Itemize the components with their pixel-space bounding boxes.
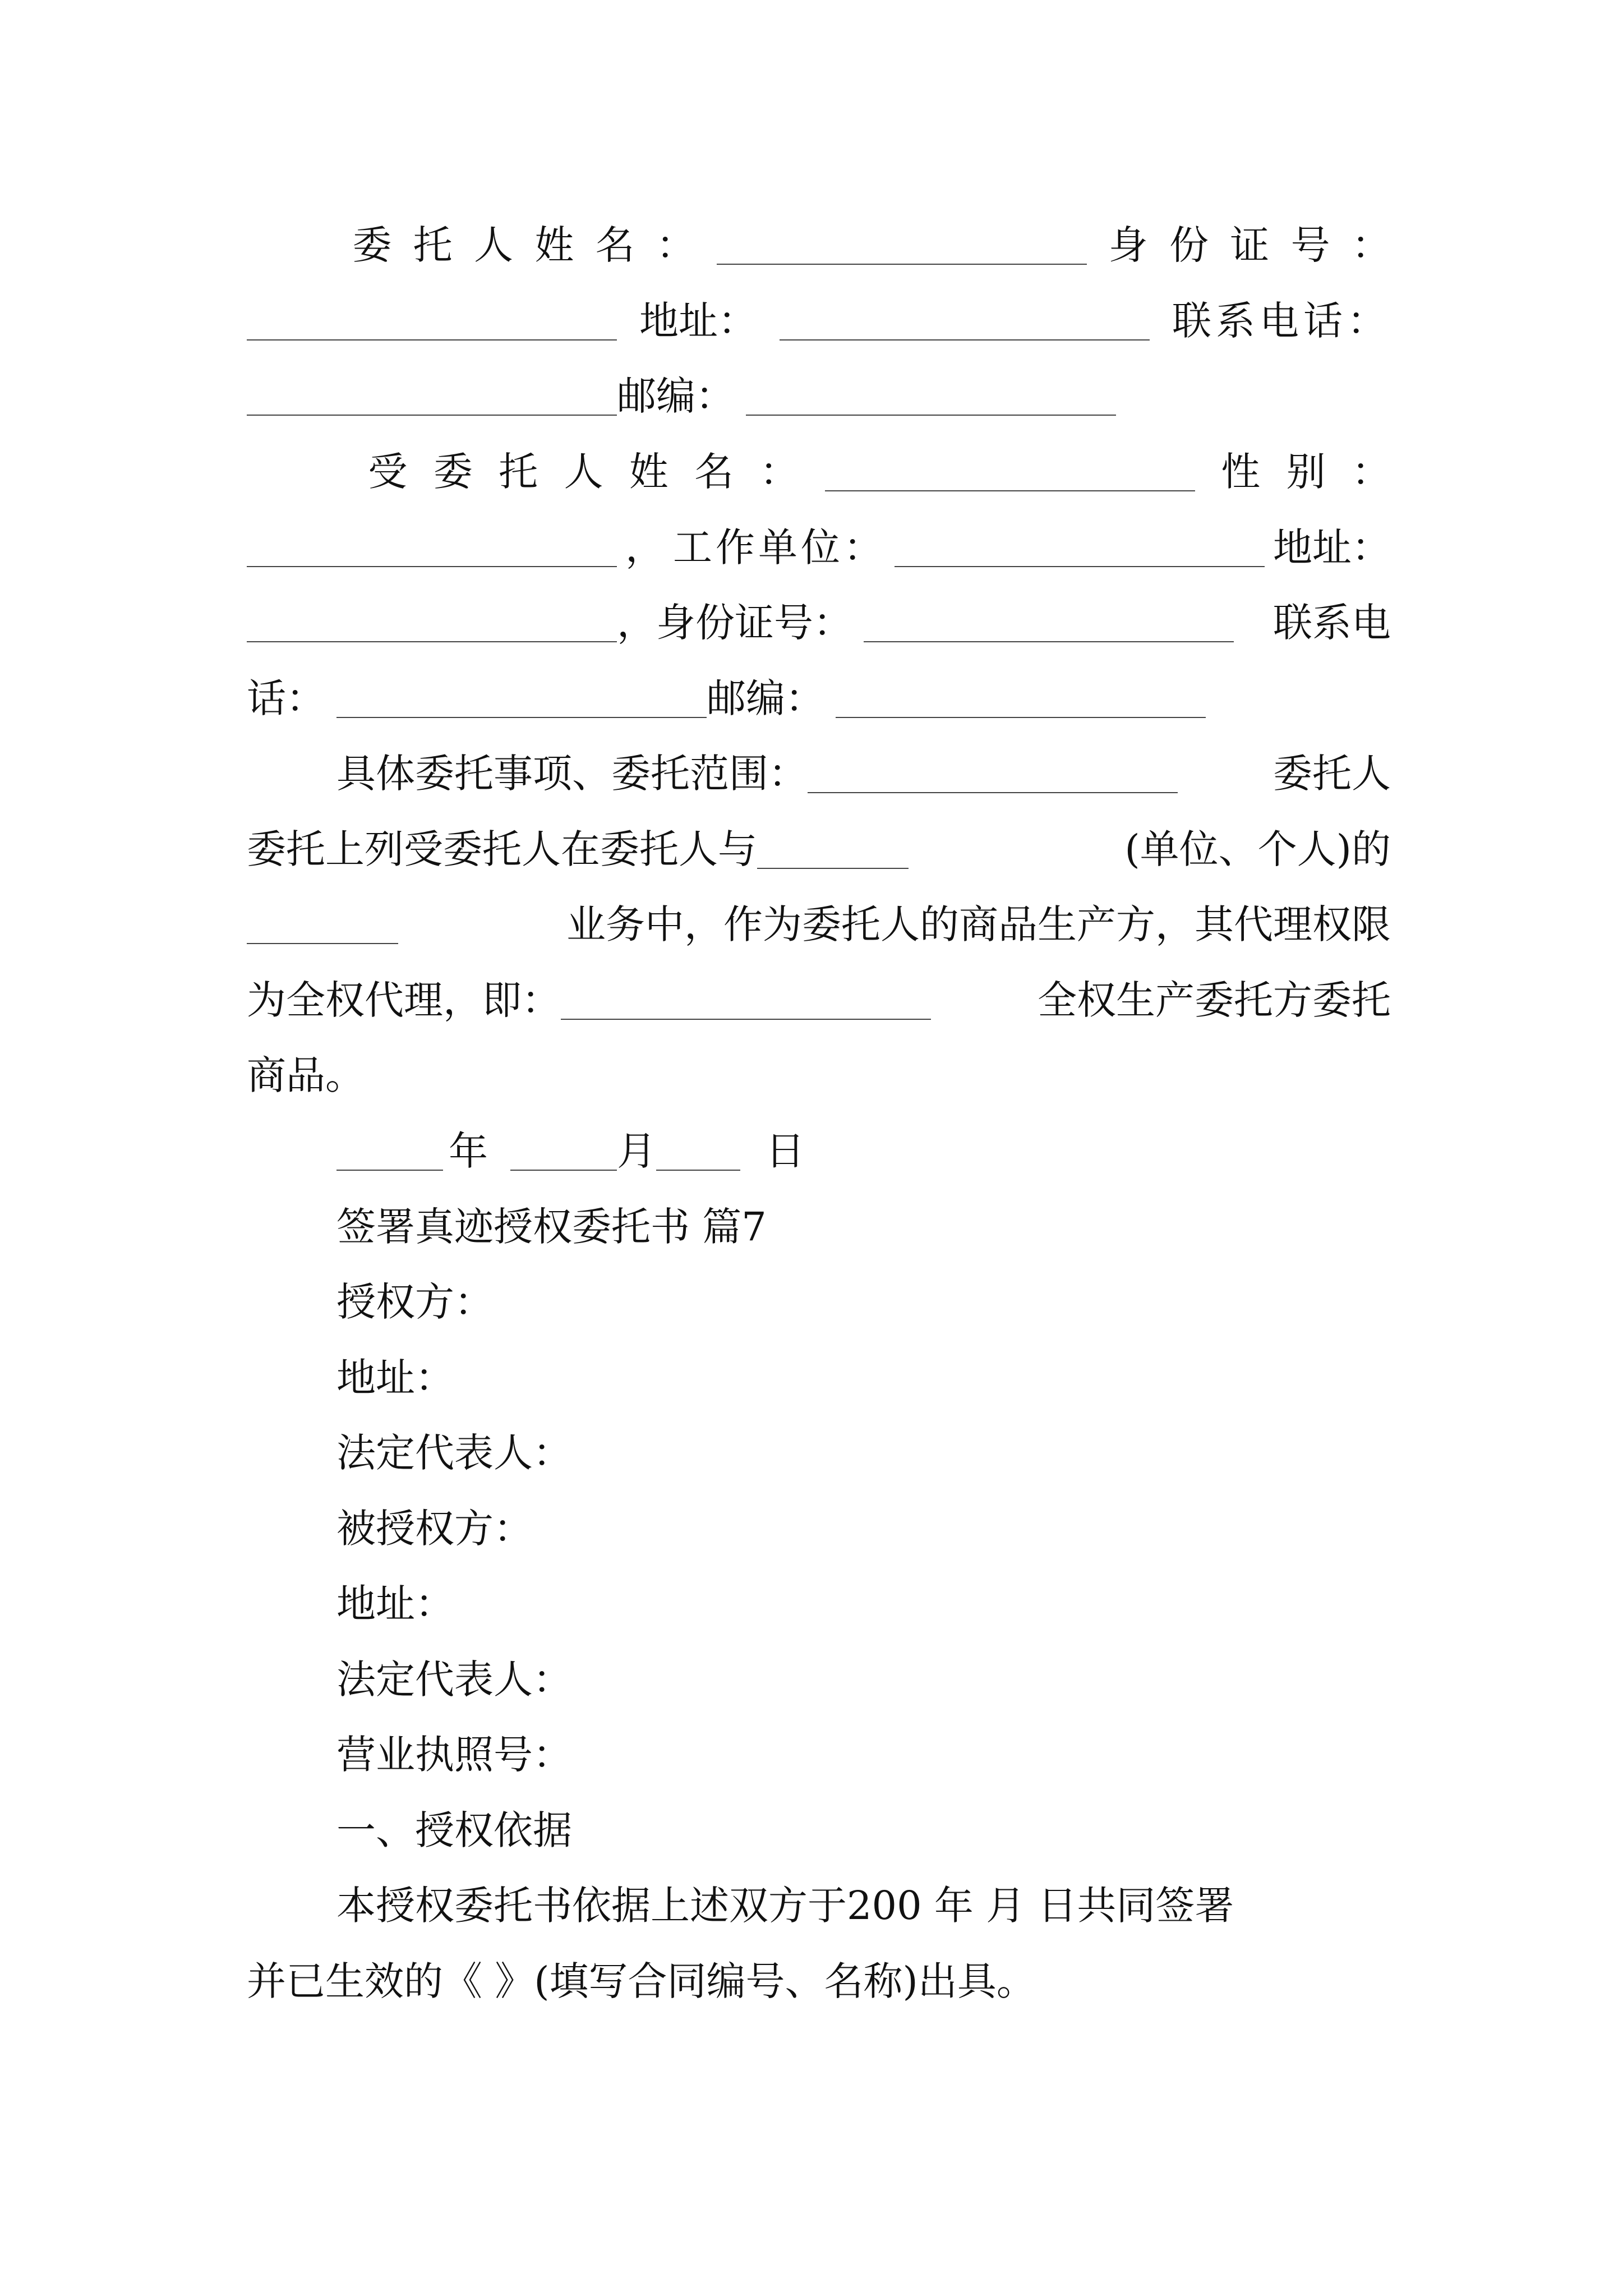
month-label: 月 — [617, 1128, 656, 1174]
label-postcode: 邮编： — [707, 675, 824, 721]
principal-name-blank[interactable] — [717, 229, 1087, 265]
agent-postcode-blank[interactable] — [836, 682, 1206, 718]
label-phone: 联系电话： — [1172, 298, 1391, 344]
char: 身 — [1108, 222, 1148, 268]
char: 姓 — [629, 449, 668, 495]
address-label: 地址： — [336, 1581, 454, 1627]
authority-blank[interactable] — [561, 984, 931, 1020]
principal-info-line-3 — [247, 373, 1391, 419]
section-title — [247, 1204, 1391, 1250]
basis-heading — [247, 1807, 1391, 1853]
basis-line-2 — [247, 1958, 1391, 2004]
char: ： — [656, 222, 695, 268]
agent-info-line-4 — [247, 675, 1391, 721]
year-blank[interactable] — [336, 1135, 443, 1171]
field-legal-rep-2 — [247, 1657, 1391, 1703]
agent-name-blank[interactable] — [825, 455, 1195, 491]
agent-address-blank[interactable] — [247, 606, 617, 642]
char: 名 — [694, 449, 734, 495]
legal-rep-label: 法定代表人： — [336, 1430, 572, 1476]
business-blank[interactable] — [247, 908, 398, 944]
scope-text: 商品。 — [247, 1052, 365, 1098]
basis-text: 本授权委托书依据上述双方于200 年 月 日共同签署 — [336, 1883, 1234, 1929]
scope-blank[interactable] — [808, 757, 1178, 793]
label-phone-rest: 话： — [247, 675, 325, 721]
scope-text: 为全权代理，即： — [247, 977, 561, 1023]
char: 委 — [433, 449, 473, 495]
scope-text: 业务中，作为委托人的商品生产方，其代理权限 — [566, 901, 1391, 947]
scope-line-3 — [247, 901, 1391, 947]
address-label: 地址： — [336, 1355, 454, 1401]
char: 托 — [499, 449, 538, 495]
scope-line-2 — [247, 826, 1391, 872]
char: 名 — [595, 222, 635, 268]
char: 性 — [1221, 449, 1261, 495]
char: ： — [759, 449, 799, 495]
scope-text: 全权生产委托方委托 — [1038, 977, 1391, 1023]
field-grantor — [247, 1279, 1391, 1325]
scope-text: 委托人 — [1273, 751, 1391, 797]
char: 委 — [352, 222, 392, 268]
scope-label: 具体委托事项、委托范围： — [336, 751, 808, 797]
basis-line-1 — [247, 1883, 1391, 1929]
principal-info-line-1 — [247, 222, 1391, 268]
grantor-label: 授权方： — [336, 1279, 494, 1325]
scope-line-1 — [247, 751, 1391, 797]
char: ： — [1351, 449, 1391, 495]
label-address: 地址： — [639, 298, 757, 344]
counterparty-blank[interactable] — [757, 833, 909, 869]
label-id: ，身份证号： — [617, 600, 852, 646]
label-address: 地址： — [1273, 524, 1391, 570]
day-label: 日 — [766, 1128, 805, 1174]
scope-line-4 — [247, 977, 1391, 1023]
year-label: 年 — [449, 1128, 488, 1174]
principal-postcode-blank[interactable] — [746, 380, 1116, 416]
field-grantee — [247, 1506, 1391, 1552]
char: 受 — [368, 449, 408, 495]
scope-line-5 — [247, 1052, 1391, 1098]
grantee-label: 被授权方： — [336, 1506, 533, 1552]
label-phone-part: 联系电 — [1273, 600, 1391, 646]
char: 姓 — [534, 222, 574, 268]
license-label: 营业执照号： — [336, 1732, 572, 1778]
agent-workplace-blank[interactable] — [895, 531, 1265, 567]
agent-info-line-1 — [247, 449, 1391, 495]
label-workplace: 工作单位： — [673, 524, 886, 570]
section-title-text: 签署真迹授权委托书 篇7 — [336, 1204, 767, 1250]
agent-gender-blank[interactable] — [247, 531, 617, 567]
char: 人 — [473, 222, 513, 268]
date-line — [247, 1128, 1391, 1174]
agent-info-line-3 — [247, 600, 1391, 646]
char: 份 — [1169, 222, 1209, 268]
scope-text: (单位、个人)的 — [1124, 826, 1391, 872]
principal-id-blank[interactable] — [247, 305, 617, 341]
scope-text: 委托上列受委托人在委托人与 — [247, 826, 757, 872]
principal-info-line-2 — [247, 298, 1391, 344]
char: ： — [1351, 222, 1391, 268]
char: 号 — [1290, 222, 1330, 268]
month-blank[interactable] — [510, 1135, 617, 1171]
comma: ， — [625, 524, 665, 570]
field-address-1 — [247, 1355, 1391, 1401]
day-blank[interactable] — [656, 1135, 740, 1171]
field-legal-rep-1 — [247, 1430, 1391, 1476]
basis-heading-text: 一、授权依据 — [336, 1807, 572, 1853]
field-address-2 — [247, 1581, 1391, 1627]
char: 托 — [413, 222, 453, 268]
char: 人 — [564, 449, 603, 495]
agent-phone-blank[interactable] — [336, 682, 707, 718]
principal-address-blank[interactable] — [780, 305, 1150, 341]
agent-info-line-2 — [247, 524, 1391, 570]
basis-text: 并已生效的《 》(填写合同编号、名称)出具。 — [247, 1958, 1036, 2004]
principal-phone-blank[interactable] — [247, 380, 617, 416]
label-postcode: 邮编： — [617, 373, 735, 419]
agent-id-blank[interactable] — [864, 606, 1234, 642]
field-license — [247, 1732, 1391, 1778]
char: 证 — [1230, 222, 1270, 268]
legal-rep-label: 法定代表人： — [336, 1657, 572, 1703]
char: 别 — [1286, 449, 1326, 495]
